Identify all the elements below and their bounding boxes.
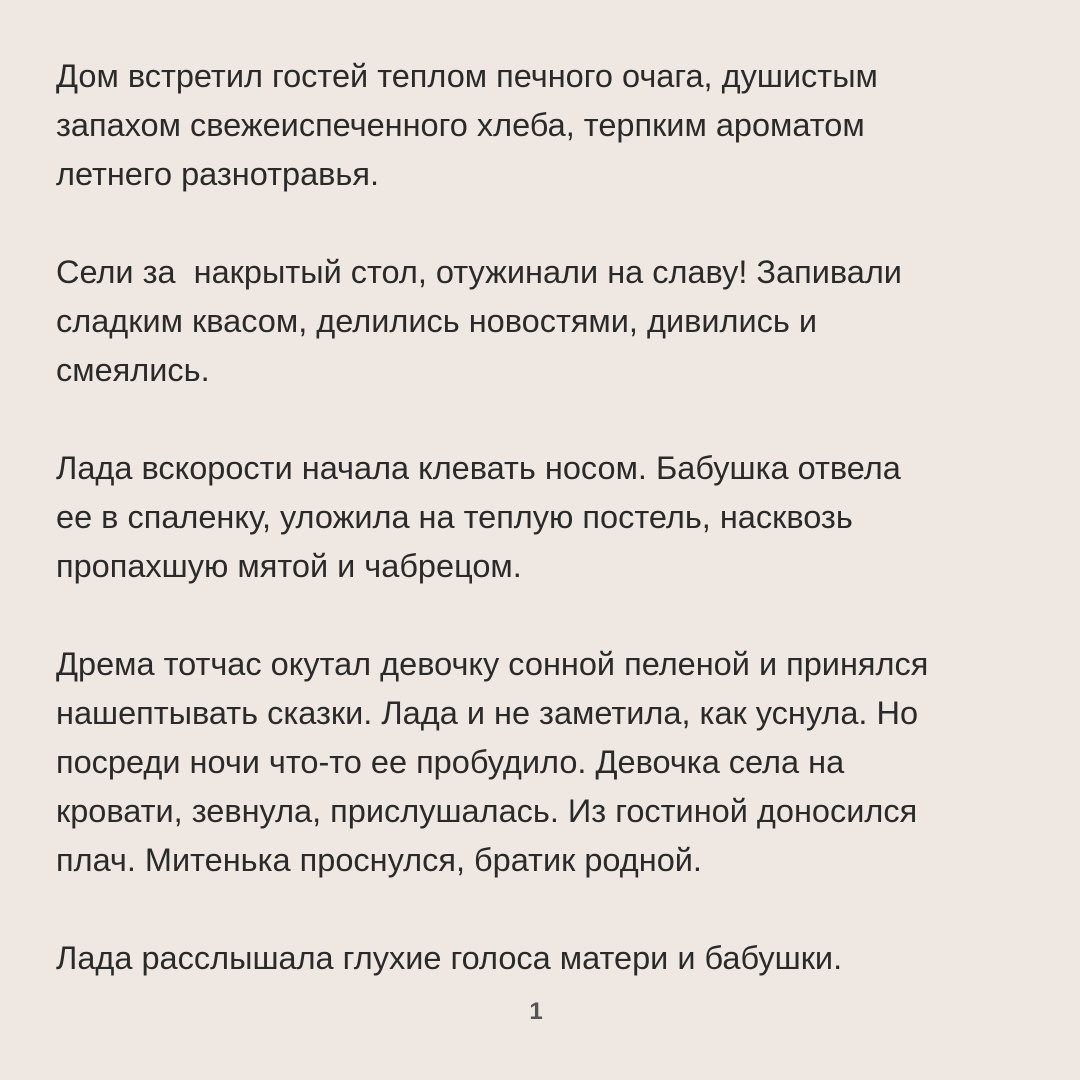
text-line: Лада расслышала глухие голоса матери и бабушки. <box>56 940 843 976</box>
text-line: Лада вскорости начала клевать носом. Бабушка отвела <box>56 450 901 486</box>
text-line: пропахшую мятой и чабрецом. <box>56 548 522 584</box>
page-number: 1 <box>529 998 543 1025</box>
text-line: Дом встретил гостей теплом печного очага, душистым <box>56 58 878 94</box>
text-line: ее в спаленку, уложила на теплую постель, насквозь <box>56 499 853 535</box>
text-line: смеялись. <box>56 352 210 388</box>
paragraph-gap <box>56 885 1041 934</box>
text-line: плач. Митенька проснулся, братик родной. <box>56 842 702 878</box>
paragraph <box>56 444 1041 591</box>
paragraph <box>56 248 1041 395</box>
paragraph-gap <box>56 395 1041 444</box>
text-line: Сели за накрытый стол, отужинали на славу! Запивали <box>56 254 902 290</box>
paragraph-gap <box>56 199 1041 248</box>
paragraph <box>56 640 1041 885</box>
text-line: Дрема тотчас окутал девочку сонной пеленой и принялся <box>56 646 929 682</box>
paragraph-gap <box>56 591 1041 640</box>
text-line: посреди ночи что-то ее пробудило. Девочка села на <box>56 744 845 780</box>
text-line: летнего разнотравья. <box>56 156 379 192</box>
text-line: запахом свежеиспеченного хлеба, терпким ароматом <box>56 107 865 143</box>
story-text <box>56 52 1041 983</box>
paragraph <box>56 52 1041 199</box>
text-line: сладким квасом, делились новостями, дивились и <box>56 303 818 339</box>
text-line: кровати, зевнула, прислушалась. Из гостиной доносился <box>56 793 918 829</box>
paragraph <box>56 934 1041 983</box>
text-line: нашептывать сказки. Лада и не заметила, как уснула. Но <box>56 695 919 731</box>
